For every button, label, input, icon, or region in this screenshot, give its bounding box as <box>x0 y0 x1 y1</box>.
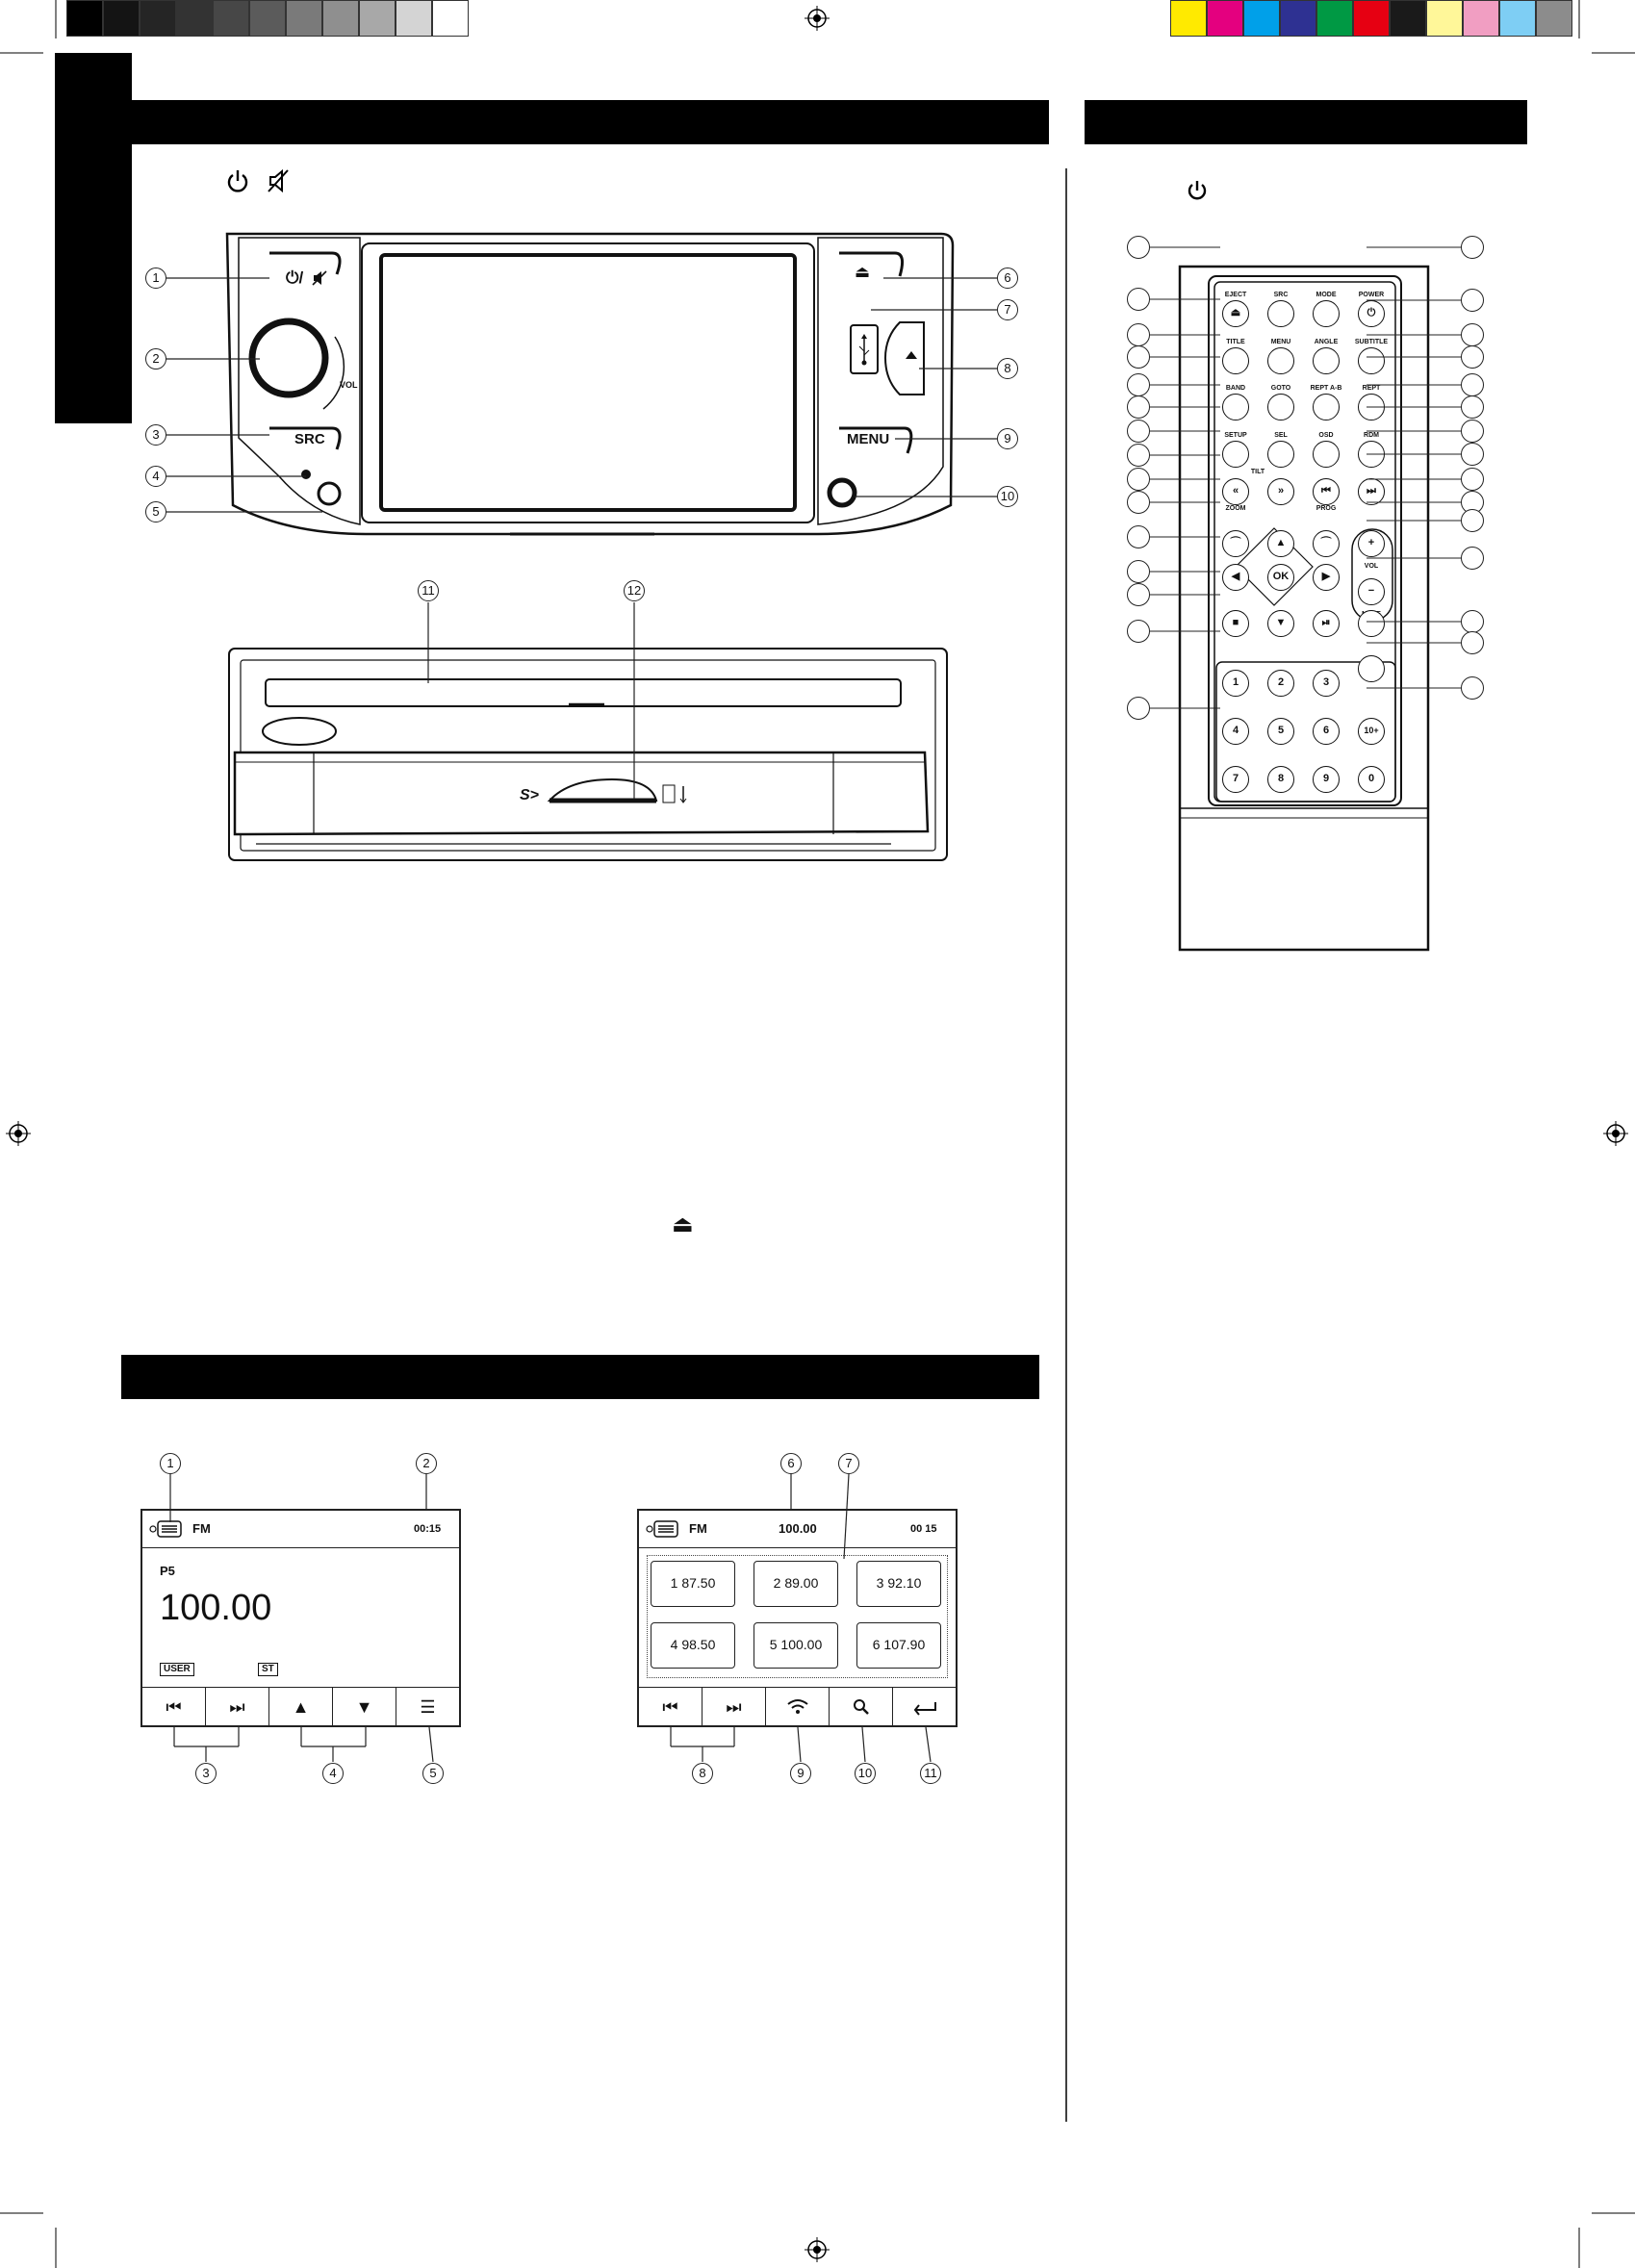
sd-card-icon <box>662 784 689 810</box>
callout-number: 4 <box>145 466 166 487</box>
remote-callout-circle <box>1461 547 1484 570</box>
remote-button-label: ZOOM <box>1225 505 1246 512</box>
remote-button[interactable]: ▲ <box>1267 530 1294 557</box>
remote-callout-circle <box>1461 509 1484 532</box>
remote-button[interactable]: ⏯ <box>1313 610 1340 637</box>
remote-button[interactable] <box>1313 300 1340 327</box>
remote-callout-circle <box>1461 443 1484 466</box>
callout-number: 1 <box>145 268 166 289</box>
callout-number: 4 <box>322 1763 344 1784</box>
remote-callout-circle <box>1461 345 1484 369</box>
status-bar <box>639 1511 956 1548</box>
tune-up-button[interactable]: ▲ <box>269 1688 333 1726</box>
callout-number: 12 <box>624 580 645 601</box>
remote-callout-circle <box>1127 395 1150 419</box>
remote-callout-circle <box>1461 236 1484 259</box>
preset-button[interactable]: 5 100.00 <box>754 1622 838 1669</box>
remote-callout-circle <box>1127 560 1150 583</box>
section-header-bar-front <box>132 100 1049 144</box>
remote-button-label: POWER <box>1358 292 1385 298</box>
remote-callout-circle <box>1127 620 1150 643</box>
remote-callout-circle <box>1127 236 1150 259</box>
tilt-label: TILT <box>1250 469 1265 475</box>
power-mute-button-mute-icon <box>312 270 327 291</box>
callout-number: 2 <box>145 348 166 370</box>
remote-button[interactable]: ⌒ <box>1222 530 1249 557</box>
remote-button[interactable]: ⏻ <box>1358 300 1385 327</box>
toolbar <box>142 1687 459 1726</box>
remote-callout-circle <box>1127 444 1150 467</box>
remote-button[interactable]: ⏮ <box>1313 478 1340 505</box>
remote-callout-circle <box>1127 468 1150 491</box>
remote-number-button[interactable]: 1 <box>1222 670 1249 697</box>
remote-button[interactable] <box>1222 347 1249 374</box>
remote-button-label: SRC <box>1273 292 1289 298</box>
search-button[interactable] <box>830 1688 893 1726</box>
remote-number-button[interactable]: 2 <box>1267 670 1294 697</box>
callout-number: 9 <box>790 1763 811 1784</box>
volume-knob[interactable] <box>252 321 325 395</box>
remote-button-label: REPT A-B <box>1310 385 1342 392</box>
seek-back-button[interactable]: ⏮ <box>639 1688 703 1726</box>
usb-icon <box>857 332 871 371</box>
preset-button[interactable]: 4 98.50 <box>651 1622 735 1669</box>
remote-callout-circle <box>1461 373 1484 396</box>
remote-callout-circle <box>1461 395 1484 419</box>
remote-button[interactable]: ▶ <box>1313 564 1340 591</box>
remote-button[interactable]: OK <box>1267 564 1294 591</box>
callout-number: 6 <box>780 1453 802 1474</box>
seek-forward-button[interactable]: ⏭ <box>703 1688 766 1726</box>
remote-button[interactable] <box>1267 300 1294 327</box>
remote-button[interactable] <box>1358 610 1385 637</box>
menu-list-icon[interactable] <box>645 1519 679 1543</box>
remote-button[interactable]: ◀ <box>1222 564 1249 591</box>
remote-button-label: ANGLE <box>1314 339 1339 345</box>
wifi-signal-icon <box>786 1698 809 1716</box>
remote-button-label: VOL <box>1364 563 1379 570</box>
band-label: FM <box>192 1521 211 1536</box>
frequency-display: 100.00 <box>160 1588 272 1628</box>
remote-callout-circle <box>1127 288 1150 311</box>
preset-label: P5 <box>160 1564 175 1578</box>
remote-callout-circle <box>1127 697 1150 720</box>
seek-forward-button[interactable]: ⏭ <box>206 1688 269 1726</box>
callout-number: 7 <box>997 299 1018 320</box>
callout-number: 10 <box>997 486 1018 507</box>
remote-control-diagram <box>1178 265 1430 953</box>
callout-number: 5 <box>145 501 166 522</box>
remote-button-label: SEL <box>1274 432 1288 439</box>
vol-label: VOL <box>340 380 358 390</box>
remote-callout-circle <box>1127 420 1150 443</box>
user-badge: USER <box>160 1663 194 1676</box>
remote-callout-circle <box>1461 610 1484 633</box>
remote-button-label: TITLE <box>1226 339 1245 345</box>
remote-button-label: EJECT <box>1224 292 1247 298</box>
remote-button[interactable] <box>1358 394 1385 420</box>
src-button-label[interactable]: SRC <box>294 431 325 447</box>
clock: 00 15 <box>910 1523 937 1535</box>
remote-number-button[interactable]: 0 <box>1358 766 1385 793</box>
eject-button-icon[interactable]: ⏏ <box>855 263 871 281</box>
remote-number-button[interactable]: 4 <box>1222 718 1249 745</box>
remote-callout-circle <box>1127 345 1150 369</box>
remote-callout-circle <box>1461 676 1484 700</box>
section-header-bar-remote <box>1085 100 1527 144</box>
stereo-badge: ST <box>258 1663 278 1676</box>
detach-button-icon[interactable] <box>905 348 918 366</box>
remote-number-button[interactable]: 6 <box>1313 718 1340 745</box>
callout-number: 1 <box>160 1453 181 1474</box>
callout-number: 8 <box>692 1763 713 1784</box>
sd-logo: S> <box>520 787 540 803</box>
remote-button[interactable] <box>1222 441 1249 468</box>
preset-button[interactable]: 1 87.50 <box>651 1561 735 1607</box>
remote-callout-circle <box>1127 583 1150 606</box>
remote-button-label: GOTO <box>1270 385 1291 392</box>
remote-number-button[interactable]: 8 <box>1267 766 1294 793</box>
preset-button[interactable]: 3 92.10 <box>856 1561 941 1607</box>
remote-button[interactable] <box>1313 394 1340 420</box>
remote-callout-circle <box>1461 289 1484 312</box>
callout-number: 2 <box>416 1453 437 1474</box>
remote-callout-circle <box>1127 491 1150 514</box>
remote-header-power-icon <box>1186 179 1209 207</box>
seek-back-button[interactable]: ⏮ <box>142 1688 206 1726</box>
remote-button[interactable] <box>1267 347 1294 374</box>
remote-button-label: PROG <box>1316 505 1337 512</box>
remote-button-label: RDM <box>1364 432 1379 439</box>
signal-scan-button[interactable] <box>766 1688 830 1726</box>
callout-number: 11 <box>920 1763 941 1784</box>
callout-number: 7 <box>838 1453 859 1474</box>
back-button[interactable] <box>893 1688 956 1726</box>
remote-button[interactable] <box>1358 347 1385 374</box>
remote-callout-circle <box>1127 525 1150 548</box>
remote-button-label: OSD <box>1318 432 1334 439</box>
remote-number-button[interactable]: 3 <box>1313 670 1340 697</box>
disc-panel-diagram <box>227 647 949 863</box>
remote-number-button[interactable]: 9 <box>1313 766 1340 793</box>
menu-button-label[interactable]: MENU <box>847 431 890 447</box>
remote-button[interactable] <box>1267 394 1294 420</box>
remote-button[interactable] <box>1358 655 1385 682</box>
remote-button[interactable] <box>1313 441 1340 468</box>
section-header-bar-radio <box>121 1355 1039 1399</box>
remote-button[interactable] <box>1222 394 1249 420</box>
remote-button-label: SUBTITLE <box>1354 339 1389 345</box>
radio-screen-main <box>141 1509 461 1727</box>
callout-number: 5 <box>422 1763 444 1784</box>
remote-button[interactable]: ⏭ <box>1358 478 1385 505</box>
search-icon <box>853 1698 870 1716</box>
remote-button[interactable]: − <box>1358 578 1385 605</box>
callout-number: 11 <box>418 580 439 601</box>
preset-button[interactable]: 2 89.00 <box>754 1561 838 1607</box>
callout-number: 8 <box>997 358 1018 379</box>
toolbar <box>639 1687 956 1726</box>
back-arrow-icon <box>911 1698 938 1716</box>
callout-number: 9 <box>997 428 1018 449</box>
remote-callout-circle <box>1461 323 1484 346</box>
callout-number: 3 <box>145 424 166 446</box>
band-label: FM <box>689 1521 707 1536</box>
remote-button[interactable]: ⌒ <box>1313 530 1340 557</box>
remote-button[interactable]: « <box>1222 478 1249 505</box>
menu-list-icon[interactable] <box>148 1519 183 1543</box>
power-icon <box>225 168 250 198</box>
remote-callout-circle <box>1127 373 1150 396</box>
radio-screen-presets <box>637 1509 958 1727</box>
preset-button[interactable]: 6 107.90 <box>856 1622 941 1669</box>
remote-button[interactable]: » <box>1267 478 1294 505</box>
remote-callout-circle <box>1461 631 1484 654</box>
remote-number-button[interactable]: 10+ <box>1358 718 1385 745</box>
callout-number: 6 <box>997 268 1018 289</box>
remote-button-label: MODE <box>1316 292 1337 298</box>
remote-number-button[interactable]: 5 <box>1267 718 1294 745</box>
remote-button-label: REPT <box>1362 385 1381 392</box>
remote-callout-circle <box>1127 323 1150 346</box>
frequency-label: 100.00 <box>779 1521 817 1536</box>
power-mute-button-label[interactable]: ⏻/ <box>286 268 304 287</box>
tune-down-button[interactable]: ▼ <box>333 1688 396 1726</box>
remote-number-button[interactable]: 7 <box>1222 766 1249 793</box>
remote-button[interactable]: ⏏ <box>1222 300 1249 327</box>
front-panel-diagram <box>144 226 1030 544</box>
remote-button[interactable] <box>1358 441 1385 468</box>
callout-number: 3 <box>195 1763 217 1784</box>
remote-button-label: SETUP <box>1224 432 1247 439</box>
remote-button[interactable]: + <box>1358 530 1385 557</box>
remote-button-label: BAND <box>1225 385 1246 392</box>
clock: 00:15 <box>414 1523 442 1535</box>
list-button[interactable]: ☰ <box>420 1697 436 1717</box>
remote-callout-circle <box>1461 420 1484 443</box>
eject-inline-icon: ⏏ <box>672 1211 694 1237</box>
mute-icon <box>267 168 292 198</box>
remote-button[interactable] <box>1267 441 1294 468</box>
remote-button[interactable]: ■ <box>1222 610 1249 637</box>
remote-button-label: MENU <box>1270 339 1291 345</box>
side-tab <box>55 53 132 423</box>
remote-button[interactable]: ▼ <box>1267 610 1294 637</box>
remote-button[interactable] <box>1313 347 1340 374</box>
status-bar <box>142 1511 459 1548</box>
remote-callout-circle <box>1461 468 1484 491</box>
callout-number: 10 <box>855 1763 876 1784</box>
